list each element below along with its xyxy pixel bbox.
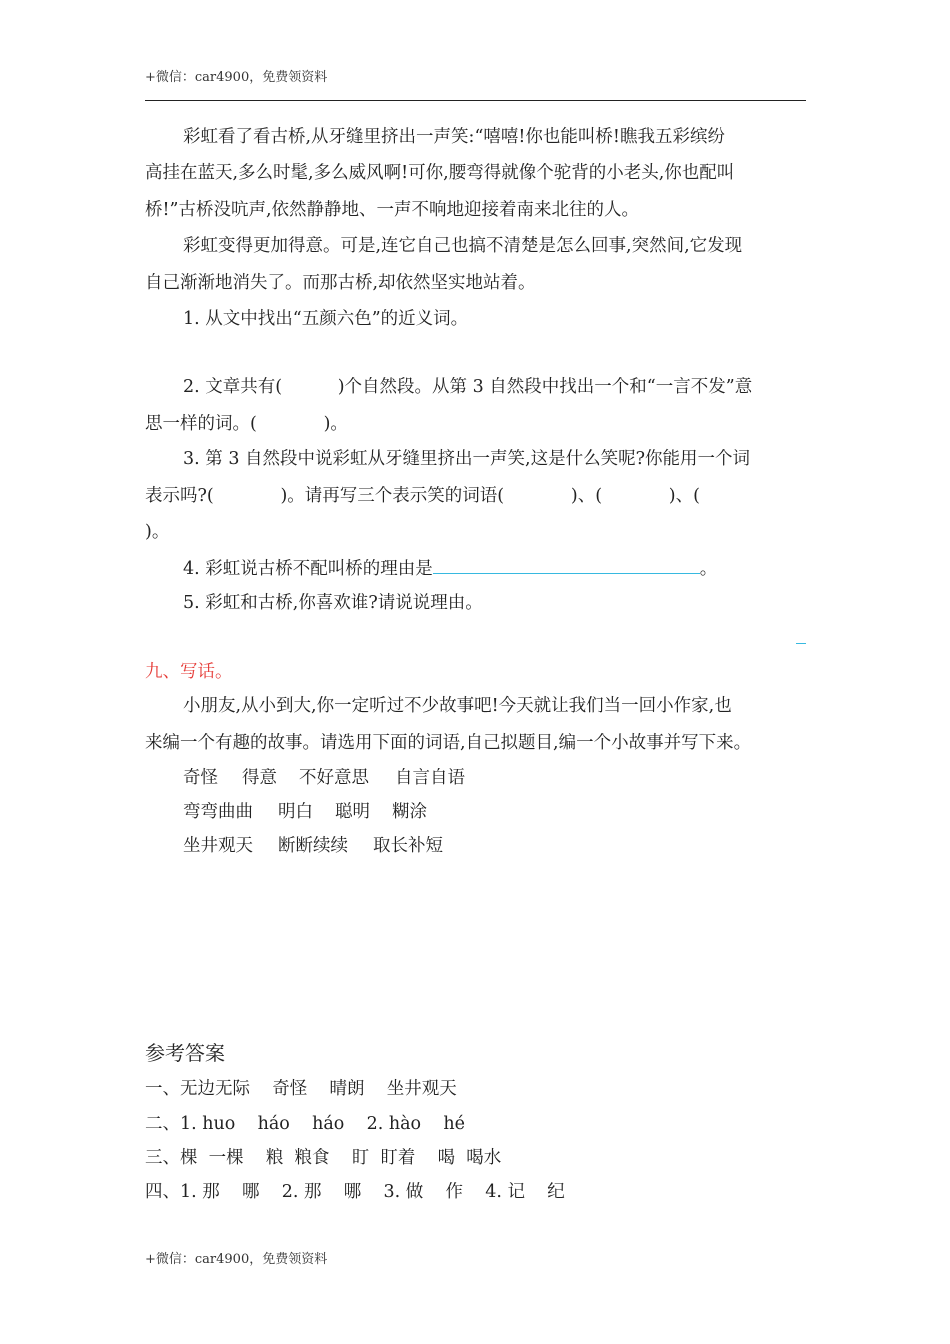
question-3-line2: 表示吗?( )。请再写三个表示笑的词语( )、( )、( (145, 486, 700, 506)
passage-p2-line2: 自己渐渐地消失了。而那古桥,却依然坚实地站着。 (145, 273, 536, 293)
word-item: 取长补短 (373, 836, 443, 856)
passage-p2-line1: 彩虹变得更加得意。可是,连它自己也搞不清楚是怎么回事,突然间,它发现 (183, 236, 743, 256)
word-list-row-1 (183, 766, 845, 790)
passage-p1-line3: 桥!”古桥没吭声,依然静静地、一声不响地迎接着南来北往的人。 (145, 200, 640, 220)
word-list-row-3 (183, 834, 845, 858)
word-item: 弯弯曲曲 (183, 802, 253, 822)
answer-line-2: 二、1. huo háo háo 2. hào hé (145, 1114, 465, 1134)
word-item: 聪明 (335, 802, 370, 822)
page-footer-note: +微信：car4900，免费领资料 (145, 1252, 328, 1267)
answers-title: 参考答案 (145, 1041, 225, 1065)
question-2-line1: 2. 文章共有( )个自然段。从第 3 自然段中找出一个和“一言不发”意 (183, 377, 753, 397)
section-9-intro-line1: 小朋友,从小到大,你一定听过不少故事吧!今天就让我们当一回小作家,也 (183, 696, 732, 716)
word-item: 糊涂 (392, 802, 427, 822)
answer-line-3: 三、棵 一棵 粮 粮食 盯 盯着 喝 喝水 (145, 1148, 502, 1168)
word-list-row-2 (183, 800, 845, 824)
question-2-line2: 思一样的词。( )。 (145, 414, 348, 434)
word-item: 得意 (242, 768, 277, 788)
section-9-intro-line2: 来编一个有趣的故事。请选用下面的词语,自己拟题目,编一个小故事并写下来。 (145, 733, 752, 753)
question-5: 5. 彩虹和古桥,你喜欢谁?请说说理由。 (183, 593, 483, 613)
word-item: 明白 (278, 802, 313, 822)
header-divider (145, 100, 806, 101)
question-3-line3: )。 (145, 522, 170, 542)
section-9-title: 九、写话。 (145, 662, 233, 682)
answer-blank-line[interactable] (433, 556, 700, 574)
word-item: 自言自语 (395, 768, 465, 788)
question-4-text: 4. 彩虹说古桥不配叫桥的理由是 (183, 559, 433, 579)
question-1: 1. 从文中找出“五颜六色”的近义词。 (183, 309, 469, 329)
answer-line-4: 四、1. 那 哪 2. 那 哪 3. 做 作 4. 记 纪 (145, 1182, 565, 1202)
answer-line-1: 一、无边无际 奇怪 晴朗 坐井观天 (145, 1079, 457, 1099)
question-4-end: 。 (699, 559, 718, 579)
page-header-note: +微信：car4900，免费领资料 (145, 70, 328, 85)
word-item: 断断续续 (278, 836, 348, 856)
question-3-line1: 3. 第 3 自然段中说彩虹从牙缝里挤出一声笑,这是什么笑呢?你能用一个词 (183, 449, 750, 469)
answer-area-marker (796, 643, 806, 644)
word-item: 奇怪 (183, 768, 218, 788)
word-item: 坐井观天 (183, 836, 253, 856)
word-item: 不好意思 (299, 768, 369, 788)
question-4 (183, 556, 845, 581)
passage-p1-line2: 高挂在蓝天,多么时髦,多么威风啊!可你,腰弯得就像个驼背的小老头,你也配叫 (145, 163, 735, 183)
passage-p1-line1: 彩虹看了看古桥,从牙缝里挤出一声笑:“嘻嘻!你也能叫桥!瞧我五彩缤纷 (183, 127, 725, 147)
